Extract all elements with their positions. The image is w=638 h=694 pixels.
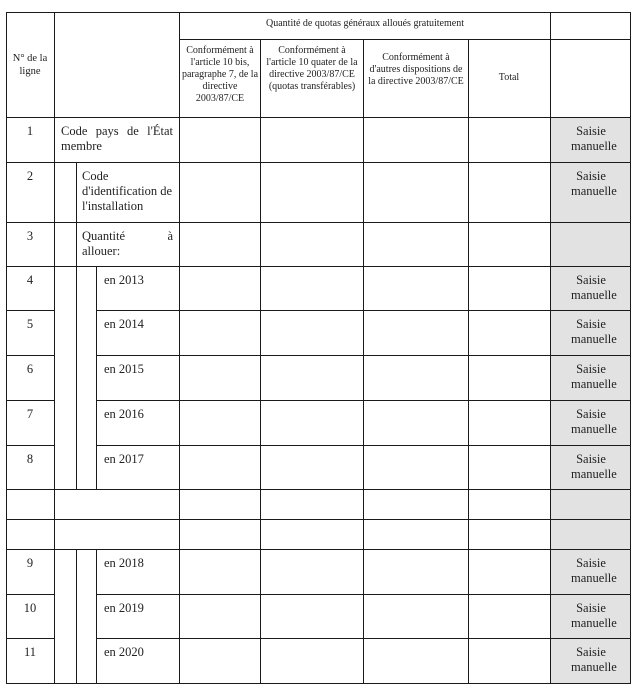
manual-entry-label: Saisie manuelle [571,407,617,436]
column-header-10quater: Conformément à l'article 10 quater de la directive 2003/87/CE (quotas transférables) [266,45,358,92]
row-label: Code pays de l'État [61,124,173,138]
row-label: en 2015 [104,362,144,376]
line-number: 7 [26,407,34,421]
column-header-other: Conformément à d'autres dispositions de la directive 2003/87/CE [368,52,464,87]
line-number: 2 [26,169,34,183]
column-header-10bis: Conformément à l'article 10 bis, paragraphe 7, de la directive 2003/87/CE [181,45,259,104]
manual-entry-label: Saisie manuelle [571,601,617,630]
group-header: Quantité de quotas généraux alloués gratuitement [266,18,464,29]
row-label: en 2019 [104,601,144,615]
line-number: 5 [26,317,34,331]
line-number: 3 [26,229,34,243]
manual-entry-label: Saisie manuelle [571,452,617,481]
row-label: Quantité à [82,229,173,243]
row-label: allouer: [82,244,121,258]
manual-entry-label: Saisie manuelle [571,556,617,585]
manual-entry-label: Saisie manuelle [571,169,617,198]
line-number: 6 [26,362,34,376]
line-number: 11 [23,645,37,659]
manual-entry-label: Saisie manuelle [571,317,617,346]
line-number: 1 [26,124,34,138]
manual-entry-label: Saisie manuelle [571,362,617,391]
row-label: Code d'identification de l'installation [82,169,173,213]
manual-entry-shade [550,222,630,266]
row-label: en 2014 [104,317,144,331]
blank-row-shade [550,489,630,519]
row-label: en 2017 [104,452,144,466]
row-label: en 2018 [104,556,144,570]
line-number-header: N° de la ligne [12,53,48,77]
row-label: en 2013 [104,273,144,287]
manual-entry-label: Saisie manuelle [571,124,617,153]
line-number: 10 [23,601,37,615]
line-number: 9 [26,556,34,570]
row-label: en 2016 [104,407,144,421]
blank-row-shade [550,519,630,549]
line-number: 8 [26,452,34,466]
manual-entry-label: Saisie manuelle [571,273,617,302]
row-label: membre [61,139,102,153]
column-header-total: Total [498,72,520,83]
line-number: 4 [26,273,34,287]
row-label: en 2020 [104,645,144,659]
manual-entry-label: Saisie manuelle [571,645,617,674]
